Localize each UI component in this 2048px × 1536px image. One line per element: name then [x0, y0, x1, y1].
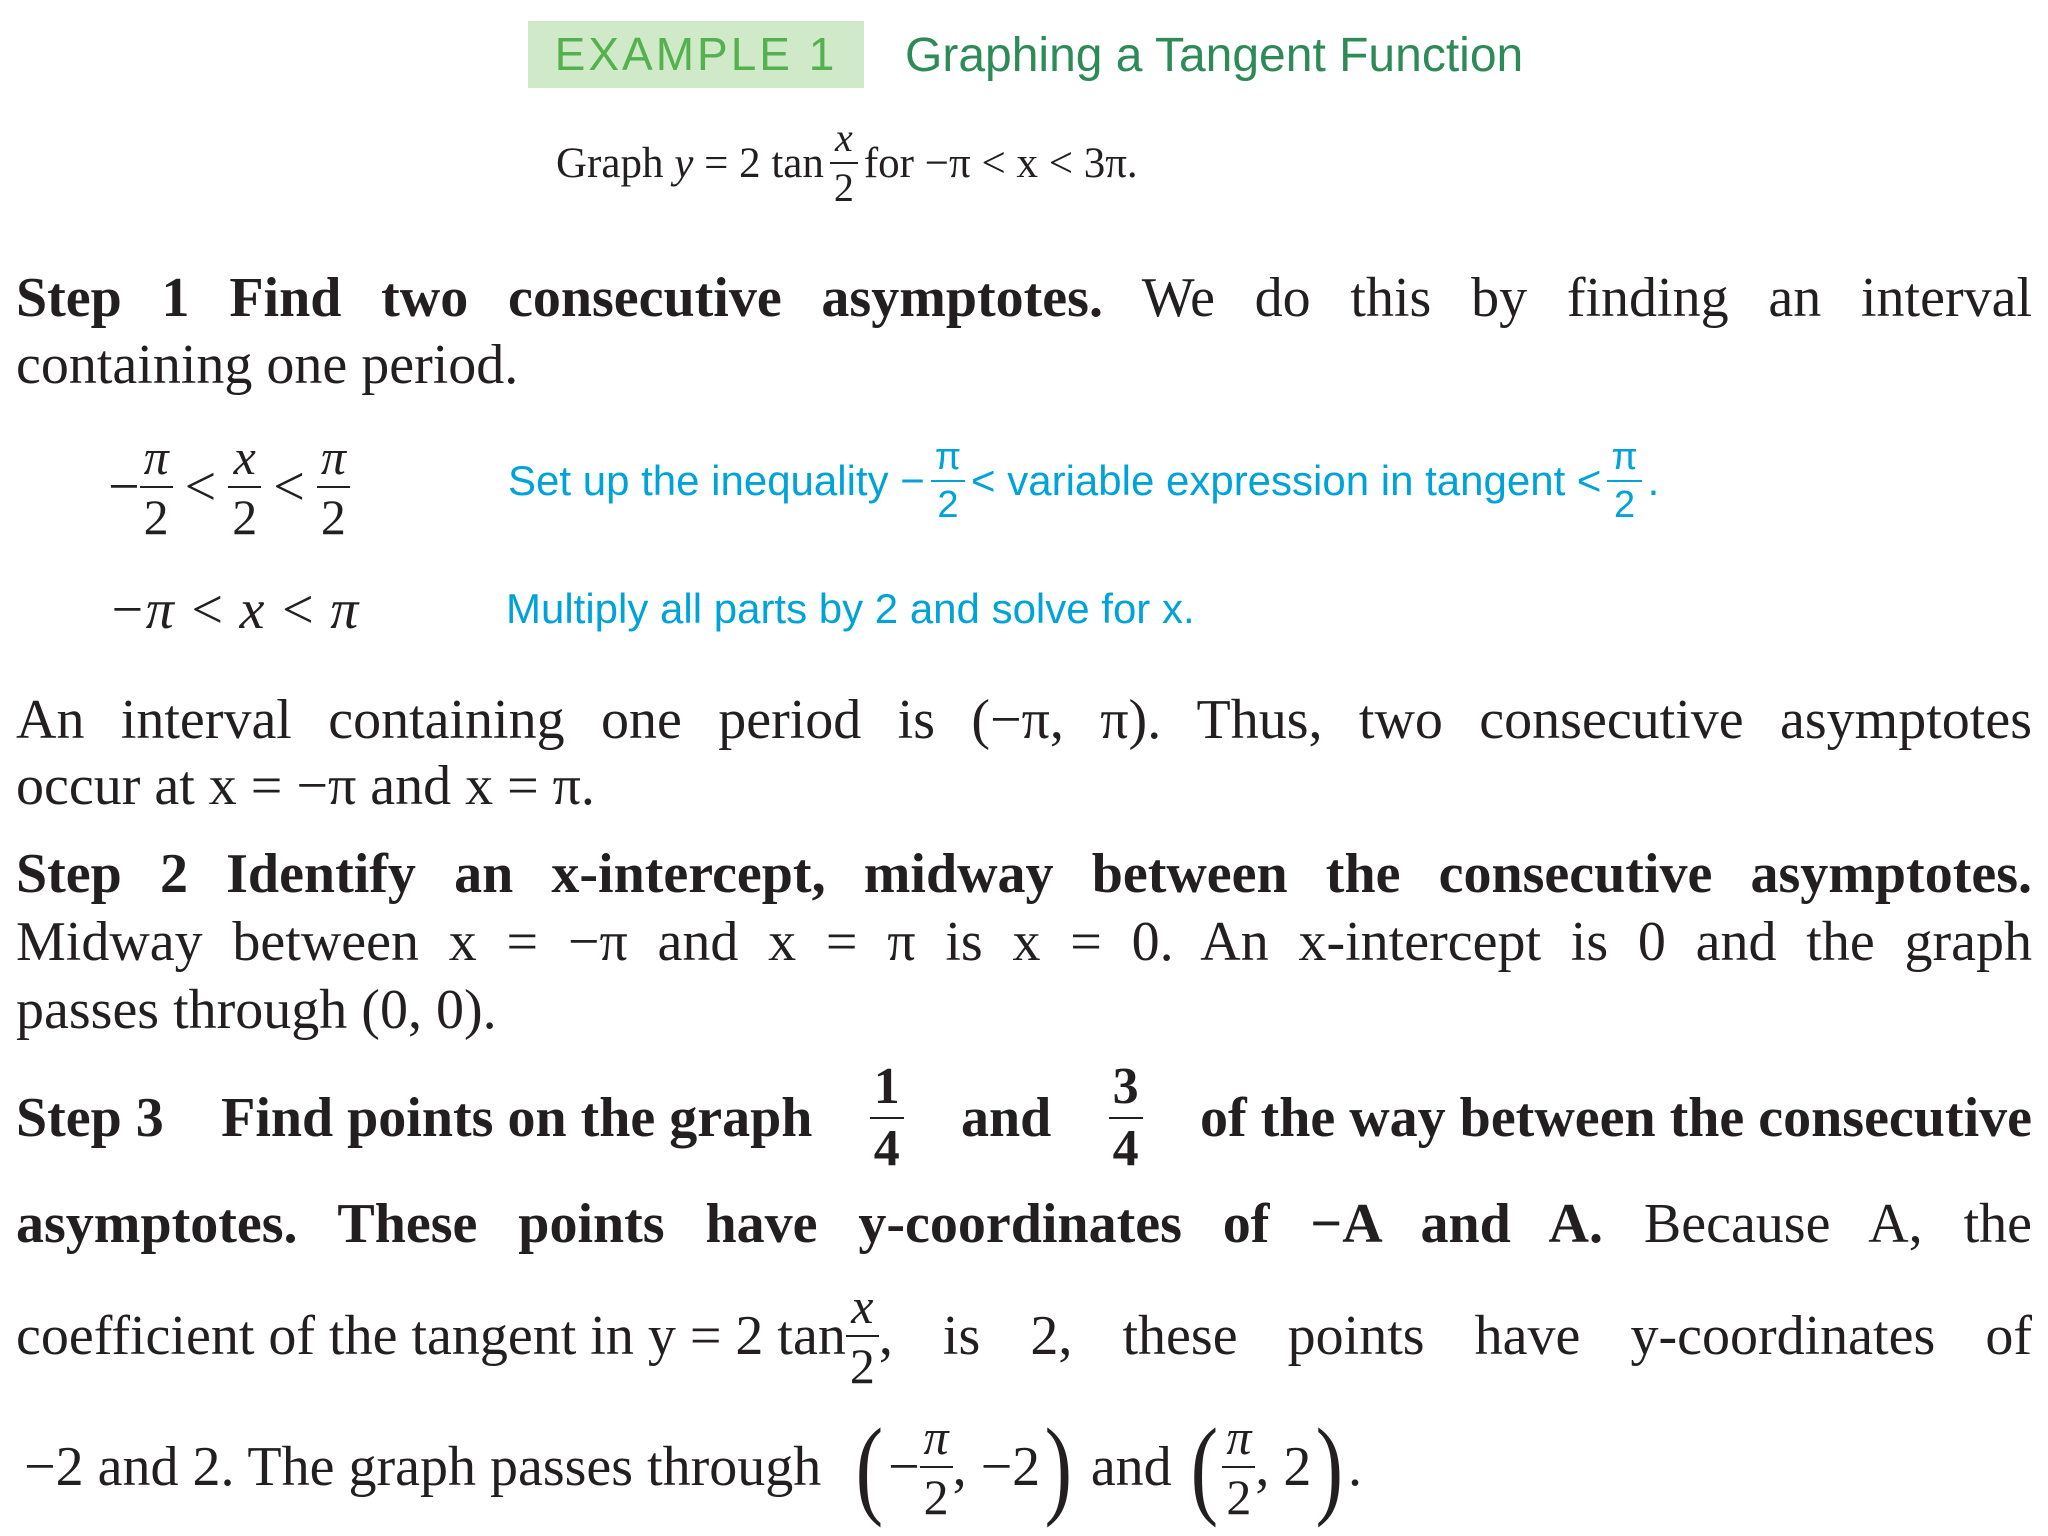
- ineq-mid-num: x: [233, 429, 256, 485]
- note1-right-num: π: [1611, 436, 1638, 478]
- note1-right-den: 2: [1613, 484, 1636, 526]
- step3-and: and: [961, 1087, 1052, 1149]
- step1-line2: containing one period.: [16, 334, 519, 396]
- close-paren-2: ): [1315, 1406, 1344, 1528]
- ineq-right-den: 2: [320, 489, 346, 545]
- step3-heading-b: of the way between the consecutive: [1199, 1087, 2032, 1149]
- point2-x-num: π: [1226, 1409, 1252, 1465]
- three-quarter-num: 3: [1112, 1058, 1139, 1115]
- problem-domain: for −π < x < 3π.: [863, 139, 1138, 187]
- note1-prefix: Set up the inequality −: [508, 457, 925, 504]
- problem-y: y: [674, 139, 694, 187]
- problem-equation: = 2 tan: [704, 139, 824, 187]
- example-badge: [528, 21, 864, 88]
- point1-y: , −2: [952, 1436, 1041, 1498]
- note1-fraction-left: [931, 438, 965, 524]
- point2-x-fraction: [1222, 1409, 1255, 1525]
- open-paren-1: (: [855, 1406, 884, 1528]
- step3-heading-a: Find points on the graph: [221, 1087, 813, 1149]
- ineq-lt-2: <: [273, 456, 305, 518]
- problem-graph-word: Graph: [556, 139, 664, 187]
- inequality-1: [108, 429, 350, 545]
- step3-coef-pre: coefficient of the tangent in y = 2 tan: [16, 1305, 846, 1367]
- coef-num: x: [851, 1278, 874, 1334]
- step2-line3: passes through (0, 0).: [16, 979, 497, 1041]
- step3-fraction-quarter: [870, 1058, 904, 1177]
- step3-line4: [24, 1402, 2040, 1532]
- step3-text-a: Because A, the: [1643, 1193, 2032, 1255]
- inequality-2: −π < x < π: [108, 579, 359, 641]
- final-period: .: [1348, 1436, 1363, 1498]
- step3-heading-c: asymptotes. These points have y-coordinates of −A and A.: [16, 1193, 1603, 1255]
- step3-line1: [16, 1058, 2032, 1178]
- ineq-right-fraction: [317, 429, 350, 545]
- point1-sign: −: [887, 1436, 920, 1498]
- step2-line2: Midway between x = −π and x = π is x = 0. An x-intercept is 0 and the graph: [16, 911, 2032, 973]
- step2-line1: [16, 840, 2032, 908]
- point2-x-den: 2: [1226, 1469, 1252, 1525]
- step1-line1: [16, 264, 2032, 332]
- ineq-mid-den: 2: [232, 489, 258, 545]
- point1-x-den: 2: [923, 1469, 949, 1525]
- problem-fraction-denominator: 2: [833, 165, 854, 210]
- ineq-left-num: π: [143, 429, 169, 485]
- open-paren-2: (: [1190, 1406, 1218, 1528]
- note-setup-inequality: [508, 438, 1659, 524]
- problem-fraction-numerator: x: [834, 115, 853, 160]
- note1-end: .: [1647, 457, 1660, 504]
- problem-statement: [556, 115, 1138, 210]
- step3-coef-post: , is 2, these points have y-coordinates of: [878, 1305, 2032, 1367]
- step3-coef-fraction: [846, 1278, 879, 1394]
- quarter-den: 4: [873, 1120, 900, 1177]
- point1-x-num: π: [923, 1409, 949, 1465]
- points-and: and: [1090, 1436, 1172, 1498]
- close-paren-1: ): [1044, 1406, 1073, 1528]
- step1-result-line2: occur at x = −π and x = π.: [16, 755, 595, 817]
- step1-text: We do this by finding an interval: [1141, 267, 2033, 329]
- example-title: Graphing a Tangent Function: [905, 29, 1524, 82]
- ineq-lt-1: <: [184, 456, 217, 518]
- step1-label: Step 1: [16, 267, 190, 329]
- point1-x-fraction: [920, 1409, 953, 1525]
- step3-line3: [16, 1276, 2032, 1396]
- step2-heading: Identify an x-intercept, midway between the consecutive asymptotes.: [226, 843, 2033, 905]
- quarter-num: 1: [873, 1058, 900, 1115]
- note1-left-den: 2: [937, 484, 959, 526]
- ineq-left-den: 2: [143, 489, 169, 545]
- step2-label: Step 2: [16, 843, 188, 905]
- step1-heading: Find two consecutive asymptotes.: [229, 267, 1103, 329]
- note1-middle: < variable expression in tangent <: [971, 457, 1602, 504]
- three-quarter-den: 4: [1112, 1120, 1139, 1177]
- step3-fraction-three-quarters: [1109, 1058, 1143, 1177]
- note1-left-num: π: [934, 436, 962, 478]
- ineq-minus: −: [108, 456, 140, 518]
- coef-den: 2: [849, 1338, 875, 1394]
- step3-line2: [16, 1190, 2032, 1258]
- ineq-left-fraction: [140, 429, 173, 545]
- point2-y: , 2: [1255, 1436, 1312, 1498]
- ineq-mid-fraction: [228, 429, 261, 545]
- problem-fraction: [830, 115, 858, 210]
- step1-result-line1: An interval containing one period is (−π, π). Thus, two consecutive asymptotes: [16, 689, 2032, 751]
- note1-fraction-right: [1607, 438, 1641, 524]
- ineq-right-num: π: [320, 429, 346, 485]
- step3-label: Step 3: [16, 1087, 164, 1149]
- example-label: EXAMPLE 1: [554, 28, 838, 80]
- note-multiply: Multiply all parts by 2 and solve for x.: [506, 585, 1195, 632]
- step3-final-pre: −2 and 2. The graph passes through: [24, 1436, 822, 1498]
